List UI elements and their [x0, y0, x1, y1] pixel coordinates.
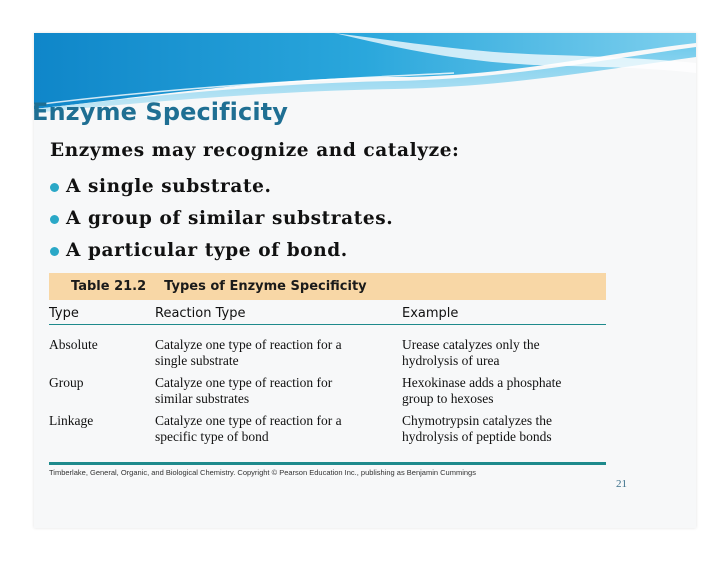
- cell-reaction: [155, 413, 342, 445]
- cell-reaction-line: Catalyze one type of reaction for a: [155, 337, 342, 352]
- page-number: 21: [616, 478, 627, 490]
- cell-reaction-line: Catalyze one type of reaction for a: [155, 413, 342, 428]
- bullet-item: [50, 171, 393, 203]
- table-body: [49, 325, 606, 462]
- table-bottom-rule: [49, 462, 606, 465]
- intro-text: Enzymes may recognize and catalyze:: [50, 140, 460, 161]
- table-number: Table 21.2: [71, 279, 147, 294]
- bullet-text: A particular type of bond.: [66, 240, 348, 261]
- cell-example-line: group to hexoses: [402, 391, 494, 406]
- table-header: [49, 300, 606, 325]
- bullet-item: [50, 235, 393, 267]
- cell-example-line: Hexokinase adds a phosphate: [402, 375, 562, 390]
- cell-example-line: hydrolysis of peptide bonds: [402, 429, 552, 444]
- cell-reaction-line: specific type of bond: [155, 429, 269, 444]
- bullet-text: A single substrate.: [66, 176, 272, 197]
- bullet-dot-icon: [50, 247, 59, 256]
- cell-type: Linkage: [49, 413, 94, 428]
- cell-example: [402, 413, 552, 445]
- bullet-item: [50, 203, 393, 235]
- table-caption: [49, 273, 606, 300]
- cell-reaction-line: single substrate: [155, 353, 239, 368]
- table-row: [49, 375, 606, 411]
- table-caption-text: Types of Enzyme Specificity: [164, 279, 367, 294]
- copyright-credit: Timberlake, General, Organic, and Biological Chemistry. Copyright © Pearson Education Inc., publishing as Benjamin Cummings: [49, 468, 476, 477]
- cell-example-line: Chymotrypsin catalyzes the: [402, 413, 552, 428]
- cell-type: Absolute: [49, 337, 98, 352]
- cell-example: [402, 375, 561, 407]
- cell-example-line: hydrolysis of urea: [402, 353, 500, 368]
- table-row: [49, 413, 606, 449]
- cell-example: [402, 337, 540, 369]
- header-example: Example: [402, 306, 459, 321]
- cell-reaction: [155, 337, 342, 369]
- cell-type: Group: [49, 375, 84, 390]
- header-reaction-type: Reaction Type: [155, 306, 246, 321]
- bullet-list: [50, 171, 393, 267]
- cell-example-line: Urease catalyzes only the: [402, 337, 540, 352]
- specificity-table: [49, 273, 606, 465]
- slide-title: Enzyme Specificity: [32, 98, 288, 126]
- bullet-dot-icon: [50, 215, 59, 224]
- bullet-text: A group of similar substrates.: [66, 208, 394, 229]
- table-row: [49, 337, 606, 373]
- cell-reaction-line: Catalyze one type of reaction for: [155, 375, 333, 390]
- header-type: Type: [49, 306, 79, 321]
- bullet-dot-icon: [50, 183, 59, 192]
- cell-reaction: [155, 375, 332, 407]
- cell-reaction-line: similar substrates: [155, 391, 250, 406]
